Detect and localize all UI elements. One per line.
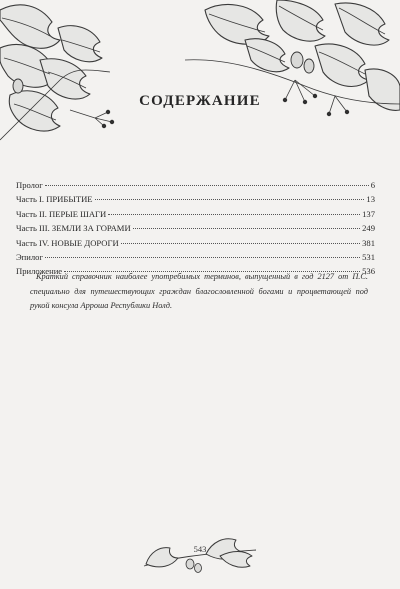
- toc-entry-label: Часть I. ПРИБЫТИЕ: [16, 194, 93, 205]
- dot-leader: [45, 185, 369, 186]
- page-number: 543: [193, 544, 207, 554]
- toc-entry[interactable]: [16, 236, 375, 250]
- table-of-contents: [16, 178, 375, 279]
- toc-entry-label: Эпилог: [16, 251, 43, 262]
- toc-entry-page: 536: [362, 266, 375, 277]
- toc-entry[interactable]: [16, 178, 375, 192]
- toc-entry-label: Часть II. ПЕРЫЕ ШАГИ: [16, 208, 107, 219]
- toc-entry-label: Часть III. ЗЕМЛИ ЗА ГОРАМИ: [16, 223, 131, 234]
- toc-entry-page: 381: [362, 237, 375, 248]
- dot-leader: [121, 243, 360, 244]
- dot-leader: [95, 199, 365, 200]
- toc-entry-page: 249: [362, 223, 375, 234]
- dot-leader: [108, 214, 360, 215]
- toc-entry[interactable]: [16, 207, 375, 221]
- oak-leaves-ornament-left: [0, 0, 120, 150]
- toc-entry[interactable]: [16, 250, 375, 264]
- toc-entry[interactable]: [16, 192, 375, 206]
- dot-leader: [133, 228, 360, 229]
- toc-entry-label: Часть IV. НОВЫЕ ДОРОГИ: [16, 237, 119, 248]
- toc-entry-label: Приложение: [16, 266, 63, 277]
- toc-entry-page: 137: [362, 208, 375, 219]
- dot-leader: [45, 257, 360, 258]
- appendix-description: Краткий справочник наиболее употребимых терминов, выпущенный в год 2127 от П.С. специально для путешествующих граждан благословленной богами и процветающей под рукой консула Арроша Республики Нолд.: [30, 272, 368, 311]
- toc-entry-page: 6: [370, 180, 375, 190]
- page-title: СОДЕРЖАНИЕ: [139, 93, 261, 109]
- toc-entry-page: 13: [366, 194, 375, 205]
- toc-entry[interactable]: [16, 221, 375, 235]
- toc-entry-label: Пролог: [16, 180, 43, 190]
- toc-entry-page: 531: [362, 251, 375, 262]
